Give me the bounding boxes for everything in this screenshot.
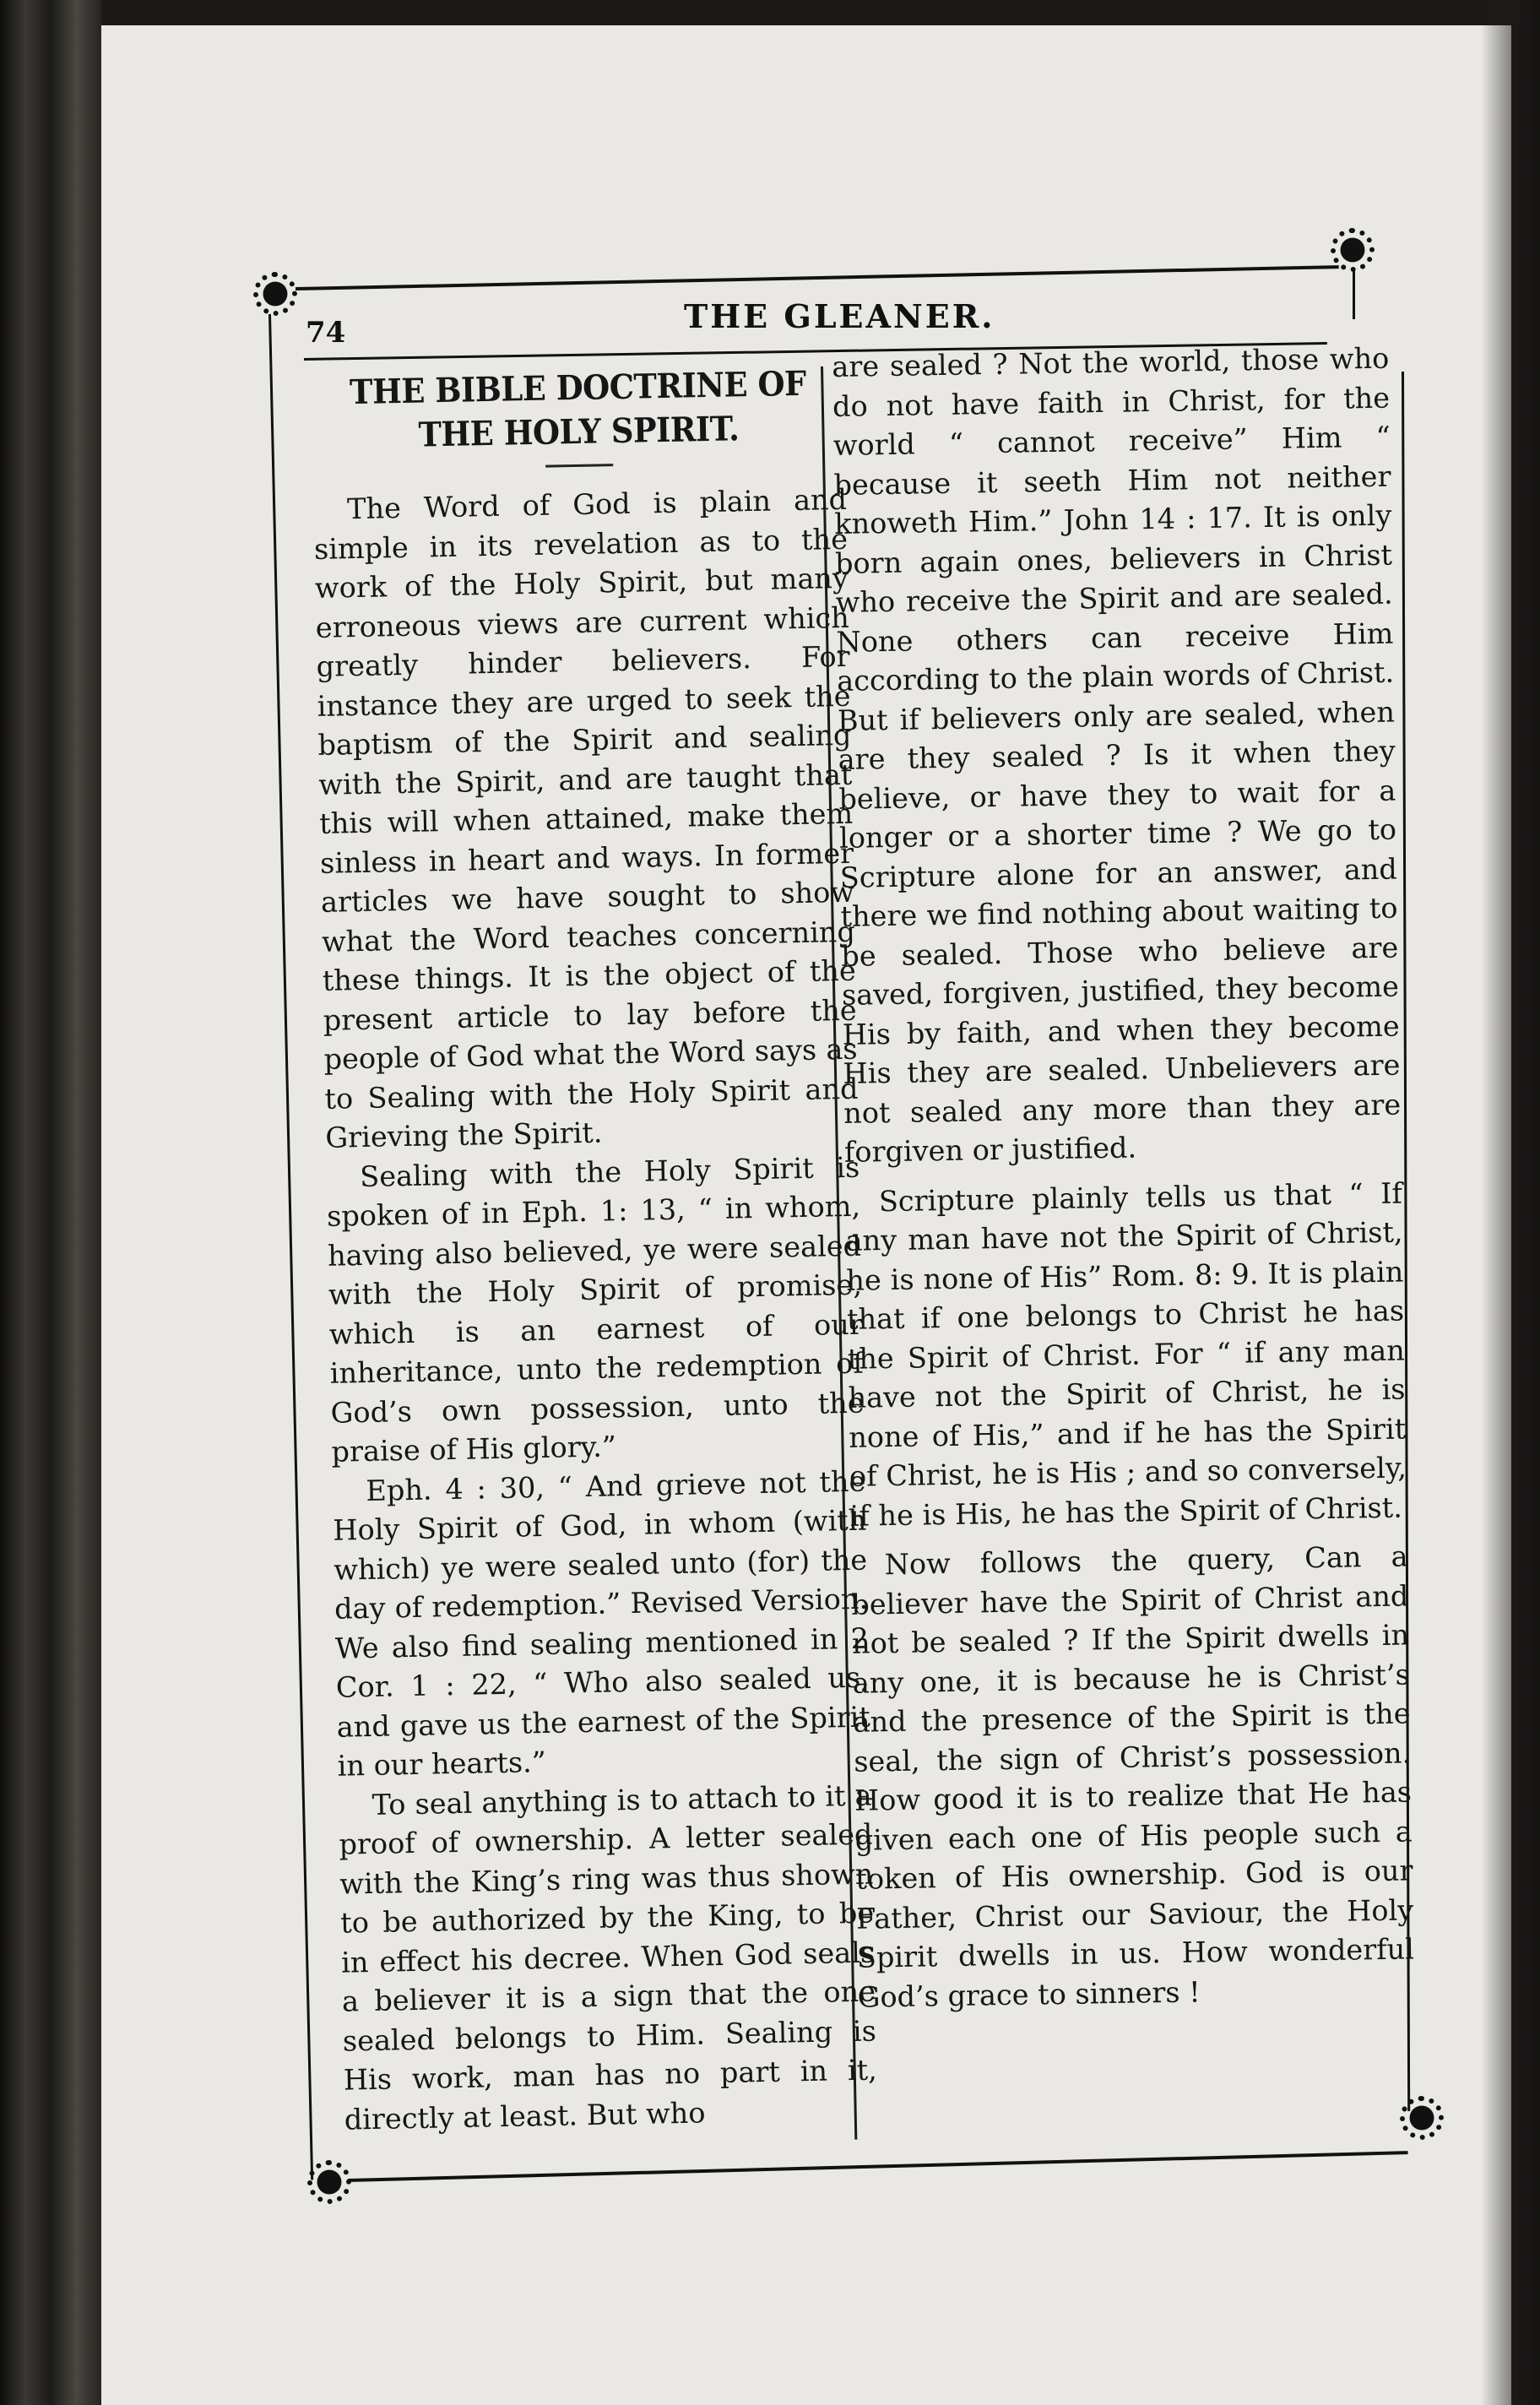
page-edge-shadow: [1481, 0, 1540, 2405]
article-title: THE BIBLE DOCTRINE OF THE HOLY SPIRIT.: [349, 363, 807, 455]
book-spine: [0, 0, 101, 2405]
right-border-stub: [1353, 269, 1355, 319]
corner-ornament-top-left-icon: [258, 277, 292, 311]
title-divider: [545, 464, 613, 468]
paragraph: The Word of God is plain and simple in its revelation as to the work of the Holy Spirit, but many erroneous views are current which greatly hinder believers. For instance they are urged to seek the baptism of the Spirit and sealing with the Spirit, and are taught that this will when attained, make them sinless in heart and ways. In former articles we have sought to show what the Word teaches concerning these things. It is the object of the present article to lay before the people of God what the Word says as to Sealing with the Holy Spirit and Grieving the Spirit.: [313, 482, 859, 1154]
paragraph: Eph. 4 : 30, “ And grieve not the Holy Spirit of God, in whom (with which) ye were sealed unto (for) the day of redemption.” Revised Version. We also find sealing mentioned in 2 Cor. 1 : 22, “ Who also sealed us, and gave us the earnest of the Spirit in our hearts.”: [332, 1464, 871, 1783]
running-title: THE GLEANER.: [684, 297, 995, 335]
paragraph: Sealing with the Holy Spirit is spoken of in Eph. 1: 13, “ in whom, having also believed, ye were sealed with the Holy Spirit of promise, which is an earnest of our inheritance, unto the redemption of God’s own possession, unto the praise of His glory.”: [326, 1150, 865, 1469]
right-column: [832, 339, 1415, 2017]
page-number: 74: [306, 316, 346, 350]
paragraph: are sealed ? Not the world, those who do not have faith in Christ, for the world “ cannot receive” Him “ because it seeth Him not neither knoweth Him.” John 14 : 17. It is only born again ones, believers in Christ who receive the Spirit and are sealed. None others can receive Him according to the plain words of Christ. But if believers only are sealed, when are they sealed ? Is it when they believe, or have they to wait for a longer or a shorter time ? We go to Scripture alone for an answer, and there we find nothing about waiting to be sealed. Those who believe are saved, forgiven, justified, they become His by faith, and when they become His they are sealed. Unbelievers are not sealed any more than they are forgiven or justified.: [832, 341, 1402, 1169]
paragraph: To seal anything is to attach to it a proof of ownership. A letter sealed with the King’s ring was thus shown to be authorized by the King, to be in effect his decree. When God seals a believer it is a sign that the one sealed belongs to Him. Sealing is His work, man has no part in it, directly at least. But who: [339, 1778, 878, 2136]
paragraph: Now follows the query, Can a believer have the Spirit of Christ and not be sealed ? If the Spirit dwells in any one, it is because he is Christ’s and the presence of the Spirit is the seal, the sign of Christ’s possession. How good it is to realize that He has given each one of His people such a token of His ownership. God is our Father, Christ our Saviour, the Holy Spirit dwells in us. How wonderful God’s grace to sinners !: [851, 1539, 1415, 2014]
corner-ornament-top-right-icon: [1336, 233, 1369, 267]
left-column: [311, 361, 878, 2140]
corner-ornament-bottom-left-icon: [312, 2165, 346, 2199]
paragraph: Scripture plainly tells us that “ If any man have not the Spirit of Christ, he is none of His” Rom. 8: 9. It is plain that if one belongs to Christ he has the Spirit of Christ. For “ if any man have not the Spirit of Christ, he is none of His,” and if he has the Spirit of Christ, he is His ; and so conversely, if he is His, he has the Spirit of Christ.: [845, 1176, 1407, 1533]
